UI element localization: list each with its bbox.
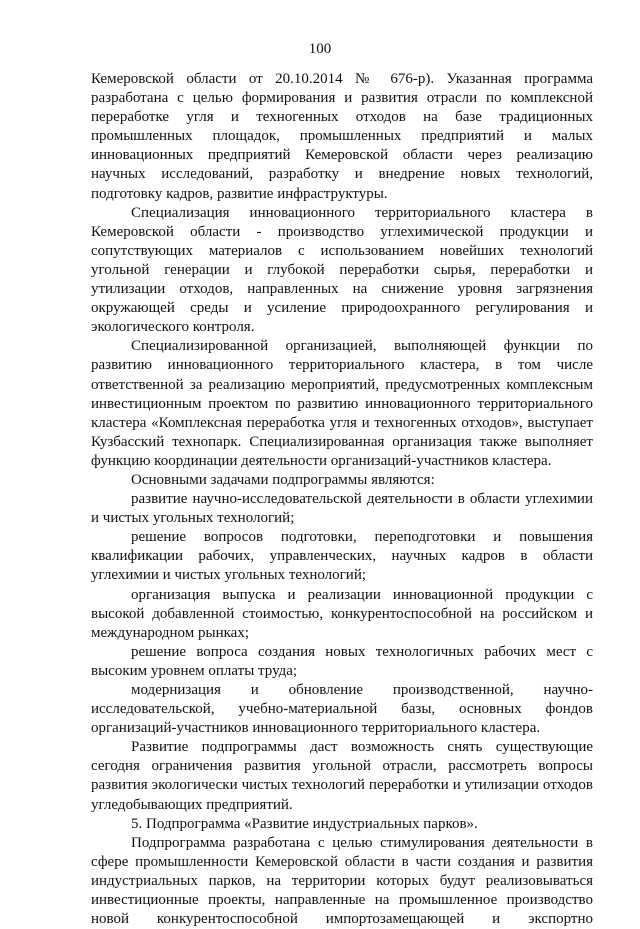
paragraph-cluster-specialization: Специализация инновационного территориального кластера в Кемеровской области - производство углехимической продукции и сопутствующих материалов с использованием новейших технологий угольной генерации и глубокой переработки сырья, переработки и утилизации отходов, направленных на снижение уровня загрязнения окружающей среды и усиление природоохранного регулирования и экологического контроля. xyxy=(91,204,593,336)
paragraph-program-purpose: Кемеровской области от 20.10.2014 № 676-р). Указанная программа разработана с целью формирования и развития отрасли по комплексной переработке угля и техногенных отходов на базе традиционных промышленных площадок, промышленных предприятий и малых инновационных предприятий Кемеровской области через реализацию научных исследований, разработку и внедрение новых технологий, подготовку кадров, развитие инфраструктуры. xyxy=(91,71,593,202)
paragraph-specialized-organization: Специализированной организацией, выполняющей функции по развитию инновационного территориального кластера, в том числе ответственной за реализацию мероприятий, предусмотренных комплексным инвестиционным проектом по развитию инновационного территориального кластера «Комплексная переработка угля и техногенных отходов», выступает Кузбасский технопарк. Специализированная организация также выполняет функцию координации деятельности организаций-участников кластера. xyxy=(91,338,593,469)
list-item-production: организация выпуска и реализации инновационной продукции с высокой добавленной стоимостью, конкурентоспособной на российском и международном рынках; xyxy=(91,586,593,641)
list-item-modernization: модернизация и обновление производственной, научно-исследовательской, учебно-материальной базы, основных фондов организаций-участников инновационного территориального кластера. xyxy=(91,682,593,737)
document-body xyxy=(91,70,593,929)
list-item-jobs: решение вопроса создания новых технологичных рабочих мест с высоким уровнем оплаты труда; xyxy=(91,643,593,679)
paragraph-industrial-parks: Подпрограмма разработана с целью стимулирования деятельности в сфере промышленности Кемеровской области в части создания и развития индустриальных парков, на территории которых будут реализовываться инвестиционные проекты, направленные на промышленное производство новой конкурентоспособной импортозамещающей и экспортно xyxy=(91,834,593,928)
list-item-training: решение вопросов подготовки, переподготовки и повышения квалификации рабочих, управленческих, научных кадров в области углехимии и чистых угольных технологий; xyxy=(91,529,593,584)
page-number: 100 xyxy=(308,41,332,57)
paragraph-development-outcome: Развитие подпрограммы даст возможность снять существующие сегодня ограничения развития угольной отрасли, рассмотреть вопросы развития экологически чистых технологий переработки и утилизации отходов угледобывающих предприятий. xyxy=(91,739,593,813)
list-item-research: развитие научно-исследовательской деятельности в области углехимии и чистых угольных технологий; xyxy=(91,491,593,527)
section-heading-industrial-parks: 5. Подпрограмма «Развитие индустриальных парков». xyxy=(131,815,478,832)
paragraph-tasks-heading: Основными задачами подпрограммы являются: xyxy=(131,471,435,488)
